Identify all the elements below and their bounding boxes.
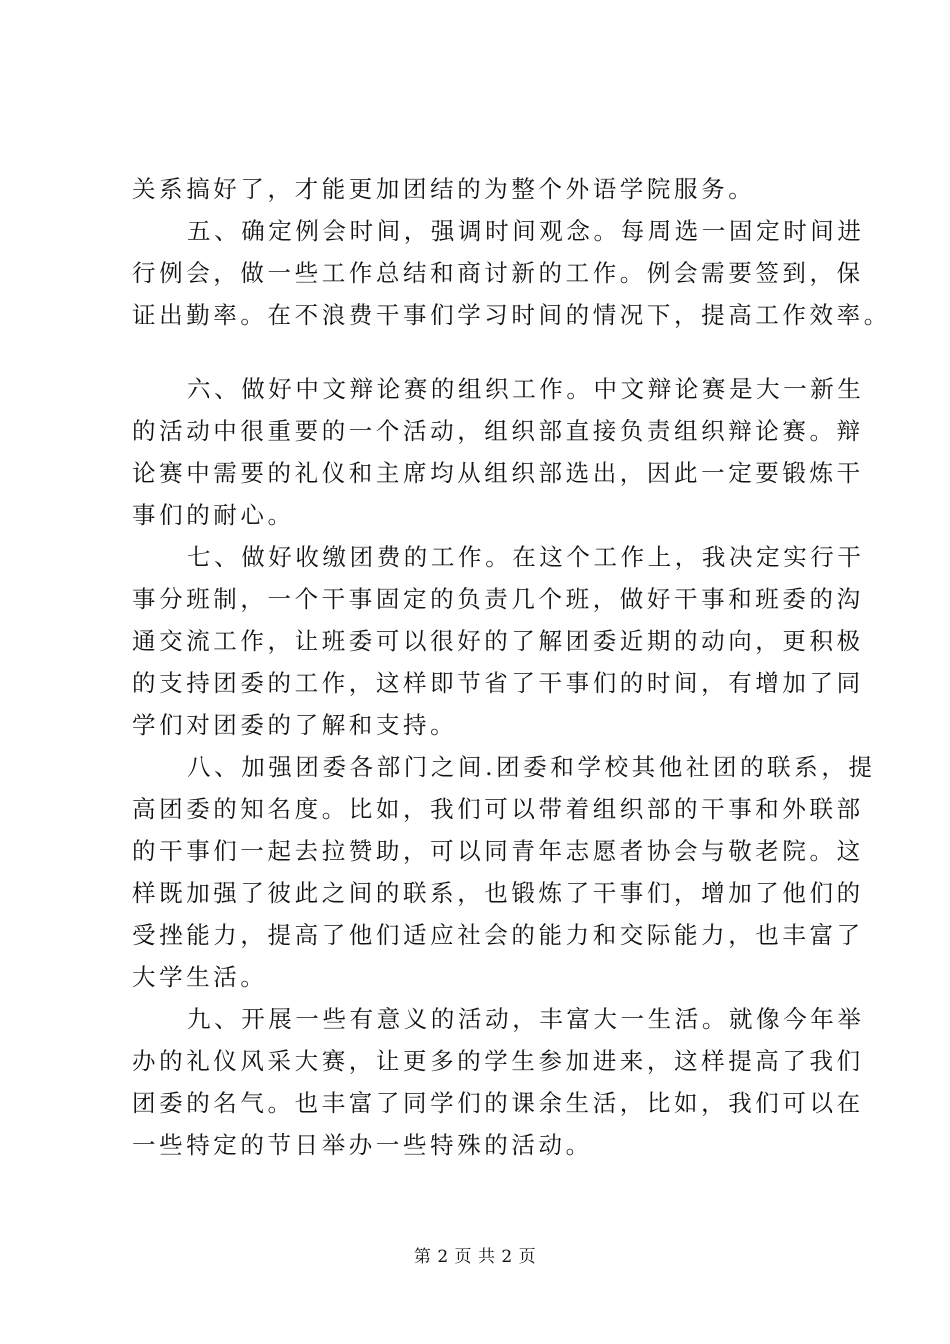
text-line: 通交流工作，让班委可以很好的了解团委近期的动向，更积极 bbox=[132, 627, 864, 655]
paragraph-item-7 bbox=[132, 536, 865, 746]
text-line: 高团委的知名度。比如，我们可以带着组织部的干事和外联部 bbox=[132, 795, 864, 823]
text-line: 受挫能力，提高了他们适应社会的能力和交际能力，也丰富了 bbox=[132, 921, 864, 949]
paragraph-item-9 bbox=[132, 998, 865, 1166]
text-line: 六、做好中文辩论赛的组织工作。中文辩论赛是大一新生 bbox=[187, 375, 865, 403]
paragraph-item-6 bbox=[132, 368, 865, 536]
text-line: 学们对团委的了解和支持。 bbox=[132, 711, 458, 739]
text-line: 七、做好收缴团费的工作。在这个工作上，我决定实行干 bbox=[187, 543, 865, 571]
text-line: 论赛中需要的礼仪和主席均从组织部选出，因此一定要锻炼干 bbox=[132, 459, 864, 487]
text-line: 样既加强了彼此之间的联系，也锻炼了干事们，增加了他们的 bbox=[132, 879, 864, 907]
text-line: 的支持团委的工作，这样即节省了干事们的时间，有增加了同 bbox=[132, 669, 864, 697]
text-line: 证出勤率。在不浪费干事们学习时间的情况下，提高工作效率。 bbox=[132, 301, 891, 329]
text-line: 事分班制，一个干事固定的负责几个班，做好干事和班委的沟 bbox=[132, 585, 864, 613]
text-line: 团委的名气。也丰富了同学们的课余生活，比如，我们可以在 bbox=[132, 1089, 864, 1117]
text-line: 八、加强团委各部门之间.团委和学校其他社团的联系，提 bbox=[187, 753, 876, 781]
text-line: 行例会，做一些工作总结和商讨新的工作。例会需要签到，保 bbox=[132, 259, 864, 287]
page-number-footer: 第 2 页 共 2 页 bbox=[413, 1247, 537, 1267]
text-line: 关系搞好了，才能更加团结的为整个外语学院服务。 bbox=[132, 175, 756, 203]
paragraph-continuation bbox=[132, 168, 832, 210]
text-line: 九、开展一些有意义的活动，丰富大一生活。就像今年举 bbox=[187, 1005, 865, 1033]
text-line: 事们的耐心。 bbox=[132, 501, 295, 529]
paragraph-item-5 bbox=[132, 210, 891, 336]
text-line: 大学生活。 bbox=[132, 963, 268, 991]
text-line: 的活动中很重要的一个活动，组织部直接负责组织辩论赛。辩 bbox=[132, 417, 864, 445]
paragraph-item-8 bbox=[132, 746, 876, 998]
text-line: 一些特定的节日举办一些特殊的活动。 bbox=[132, 1131, 593, 1159]
paragraph-spacer bbox=[132, 336, 832, 368]
text-line: 五、确定例会时间，强调时间观念。每周选一固定时间进 bbox=[187, 217, 865, 245]
document-body bbox=[132, 168, 891, 1166]
text-line: 办的礼仪风采大赛，让更多的学生参加进来，这样提高了我们 bbox=[132, 1047, 864, 1075]
text-line: 的干事们一起去拉赞助，可以同青年志愿者协会与敬老院。这 bbox=[132, 837, 864, 865]
